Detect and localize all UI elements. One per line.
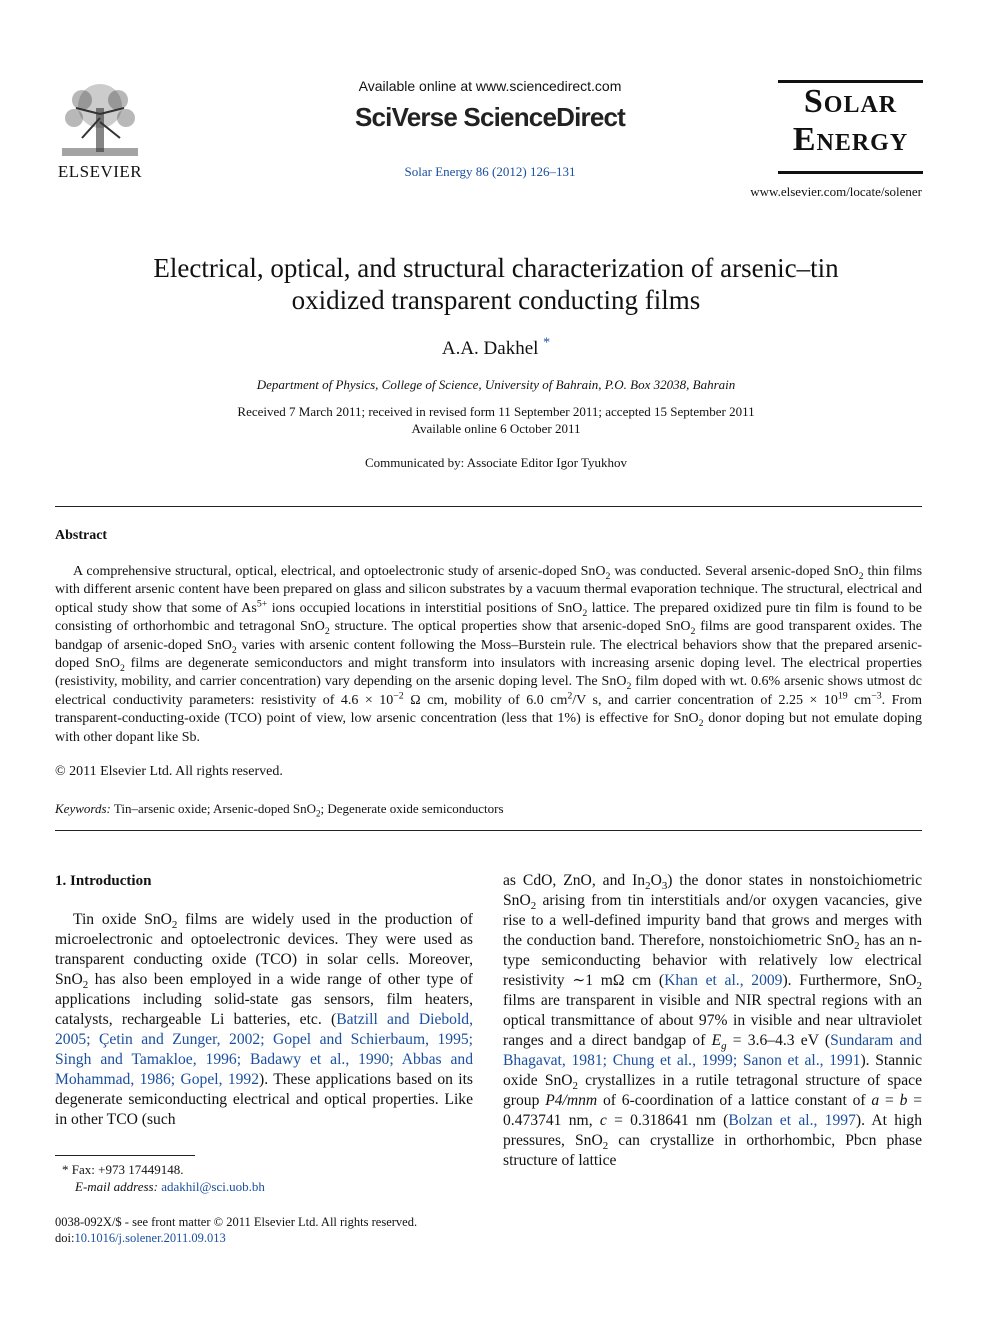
communicated-by: Communicated by: Associate Editor Igor Tyukhov <box>364 455 628 470</box>
body-column-left: Tin oxide SnO$_2$ films are widely used in the production of microelectronic and optoelectronic devices. They were used as transparent conducting oxide (TCO) in solar cells. Moreover, SnO$_2$ has also been employed in a wide range of other type of applications including solid-state gas sensors, film heaters, catalysts, rechargeable Li batteries, etc. (Batzill and Diebold, 2005; Çetin and Zunger, 2002; Gopel and Schierbaum, 1995; Singh and Tamakloe, 1996; Badawy et al., 1990; Abbas and Mohammad, 1986; Gopel, 1992). These applications based on its degenerate semiconducting electrical and optical properties. Like in other TCO (such <box>55 911 474 1128</box>
publisher-name: ELSEVIER <box>57 162 143 181</box>
doi-line <box>55 1231 226 1246</box>
citation-link[interactable]: Batzill and Diebold, 2005; Çetin and Zunger, 2002; Gopel and Schierbaum, 1995; Singh and Tamakloe, 1996; Badawy et al., 1990; Abbas and Mohammad, 1986; Gopel, 1992 <box>55 1011 473 1088</box>
abstract-heading: Abstract <box>55 528 108 543</box>
section-heading-introduction: 1. Introduction <box>55 873 152 889</box>
author <box>300 335 692 360</box>
keywords-label: Keywords: <box>55 801 111 816</box>
issn-line: 0038-092X/$ - see front matter © 2011 Elsevier Ltd. All rights reserved. <box>55 1215 418 1229</box>
citation-link[interactable]: Khan et al., 2009 <box>664 972 783 989</box>
email-label: E-mail address: <box>75 1179 158 1194</box>
footnote-divider <box>55 1155 195 1156</box>
available-online-text: Available online at www.sciencedirect.com <box>358 78 622 94</box>
keywords: Keywords: Tin–arsenic oxide; Arsenic-doped SnO$_2$; Degenerate oxide semiconductors <box>55 801 504 819</box>
journal-logo <box>778 80 923 174</box>
journal-logo-line1: Solar <box>803 83 898 120</box>
body-column-right: as CdO, ZnO, and $In_2O_3$) the donor states in nonstoichiometric SnO$_2$ arising from tin interstitials and/or oxygen vacancies, give rise to a well-defined impurity band that grows and merges with the conduction band. Therefore, nonstoichiometric SnO$_2$ has an n-type semiconducting behavior with relatively low electrical resistivity ∼1 mΩ cm (Khan et al., 2009). Furthermore, SnO$_2$ films are transparent in visible and NIR spectral regions with an optical transmittance of about 97% in visible and near ultraviolet ranges and a direct bandgap of $E_g = 3.6-4.3$ eV (Sundaram and Bhagavat, 1981; Chung et al., 1999; Sanon et al., 1991). Stannic oxide SnO$_2$ crystallizes in a rutile tetragonal structure of space group P4/mnm of 6-coordination of a lattice constant of a = b = 0.473741 nm, c = 0.318641 nm (Bolzan et al., 1997). At high pressures, SnO$_2$ can crystallize in orthorhombic, Pbcn phase structure of lattice <box>503 872 923 1169</box>
sciencedirect-logo: SciVerse ScienceDirect <box>354 102 626 132</box>
journal-citation-link[interactable]: Solar Energy 86 (2012) 126–131 <box>404 164 576 179</box>
abstract-top-divider <box>55 506 922 507</box>
doi-label: doi: <box>55 1231 75 1245</box>
journal-logo-line2: Energy <box>792 121 909 158</box>
citation-link[interactable]: Bolzan et al., 1997 <box>728 1112 856 1129</box>
doi-link[interactable]: 10.1016/j.solener.2011.09.013 <box>74 1231 226 1245</box>
footnote-email <box>75 1179 265 1195</box>
footnote-fax: * Fax: +973 17449148. <box>62 1162 184 1177</box>
author-name: A.A. Dakhel <box>441 338 539 359</box>
received-dates: Received 7 March 2011; received in revised form 11 September 2011; accepted 15 September 2011 <box>237 404 755 419</box>
journal-url: www.elsevier.com/locate/solener <box>750 184 922 199</box>
email-link[interactable]: adakhil@sci.uob.bh <box>161 1179 265 1194</box>
author-footnote-link[interactable]: * <box>543 335 551 351</box>
abstract-bottom-divider <box>55 830 922 831</box>
available-online-date: Available online 6 October 2011 <box>411 421 581 436</box>
abstract-copyright: © 2011 Elsevier Ltd. All rights reserved. <box>55 764 283 779</box>
article-title <box>70 252 922 316</box>
title-line-2: oxidized transparent conducting films <box>291 285 701 315</box>
affiliation: Department of Physics, College of Science, University of Bahrain, P.O. Box 32038, Bahrain <box>256 377 736 392</box>
title-line-1: Electrical, optical, and structural characterization of arsenic–tin <box>153 253 839 283</box>
citation-link[interactable]: Sundaram and Bhagavat, 1981; Chung et al., 1999; Sanon et al., 1991 <box>503 1032 922 1069</box>
elsevier-logo <box>52 78 148 182</box>
abstract-text: A comprehensive structural, optical, electrical, and optoelectronic study of arsenic-doped SnO$_2$ was conducted. Several arsenic-doped SnO$_2$ thin films with different arsenic content have been prepared on glass and silicon substrates by a vacuum thermal evaporation technique. The structural, electrical and optical study show that some of $As^{5+}$ ions occupied locations in interstitial positions of SnO$_2$ lattice. The prepared oxidized pure tin film is found to be consisting of orthorhombic and tetragonal SnO$_2$ structure. The optical properties show that arsenic-doped SnO$_2$ films are good transparent oxides. The bandgap of arsenic-doped SnO$_2$ varies with arsenic content following the Moss–Burstein rule. The electrical behaviors show that the prepared arsenic-doped SnO$_2$ films are degenerate semiconductors and might transform into insulators with increasing arsenic doping level. The electrical properties (resistivity, mobility, and carrier concentration) vary depending on the arsenic doping level. The SnO$_2$ film doped with wt. 0.6% arsenic shows utmost dc electrical conductivity parameters: resistivity of $4.6 \times 10^{-2}$ Ω cm, mobility of 6.0 $cm^2/V$ s, and carrier concentration of $2.25 \times 10^{19}$ $cm^{-3}$. From transparent-conducting-oxide (TCO) point of view, low arsenic concentration (less that 1%) is effective for SnO$_2$ donor doping but not emulate doping with other dopant like Sb. <box>55 564 923 745</box>
